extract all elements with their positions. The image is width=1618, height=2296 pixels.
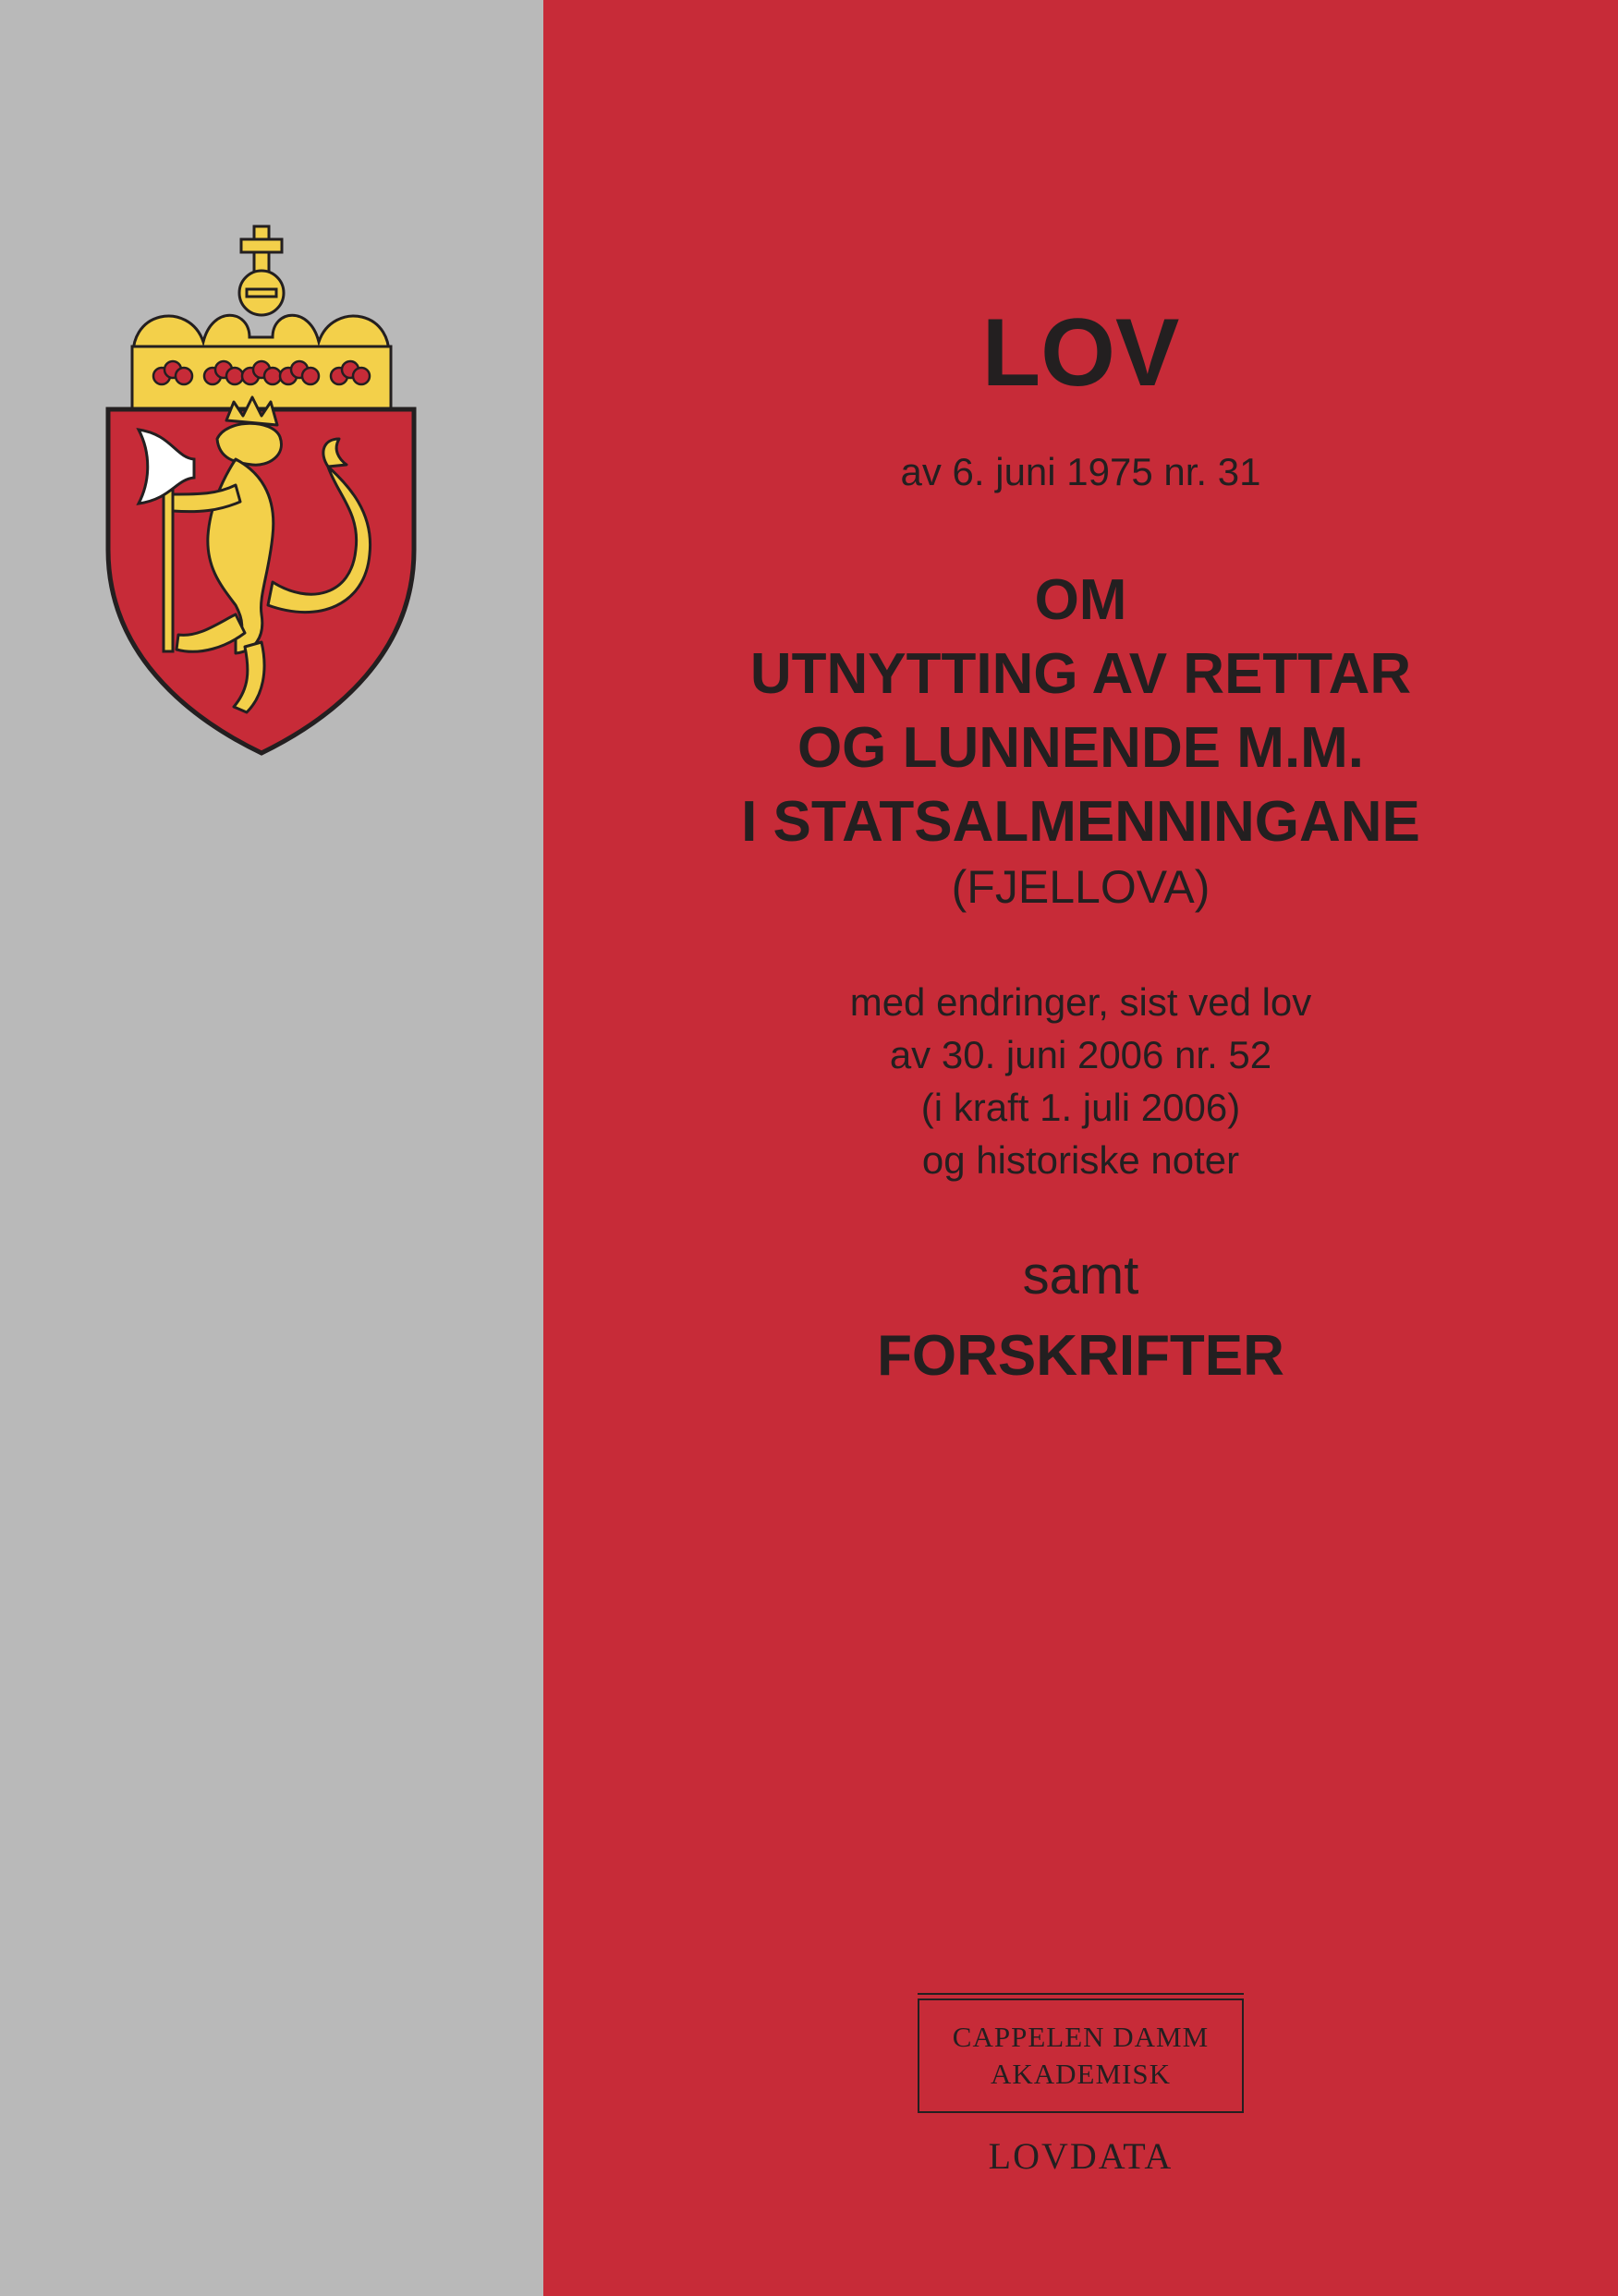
samt-label: samt — [1022, 1245, 1139, 1306]
lovdata-label: LOVDATA — [988, 2135, 1174, 2177]
law-title — [543, 564, 1618, 859]
amendment-line: og historiske noter — [921, 1138, 1240, 1182]
title-line: OM — [1034, 568, 1127, 632]
publisher-logo — [918, 1998, 1244, 2113]
amendment-note — [543, 976, 1618, 1186]
amendment-line: med endringer, sist ved lov — [849, 980, 1312, 1024]
forskrifter-label: FORSKRIFTER — [877, 1324, 1284, 1388]
title-line: I STATSALMENNINGANE — [741, 790, 1420, 854]
amendment-line: (i kraft 1. juli 2006) — [920, 1086, 1241, 1129]
short-title: (FJELLOVA) — [951, 861, 1210, 913]
law-label: LOV — [981, 299, 1180, 407]
publisher-line: AKADEMISK — [991, 2058, 1171, 2090]
law-date: av 6. juni 1975 nr. 31 — [900, 450, 1261, 493]
norwegian-coat-of-arms-icon — [97, 217, 425, 758]
amendment-line: av 30. juni 2006 nr. 52 — [889, 1033, 1272, 1076]
title-line: OG LUNNENDE M.M. — [797, 716, 1365, 780]
publisher-line: CAPPELEN DAMM — [952, 2021, 1210, 2053]
title-line: UTNYTTING AV RETTAR — [749, 642, 1412, 706]
